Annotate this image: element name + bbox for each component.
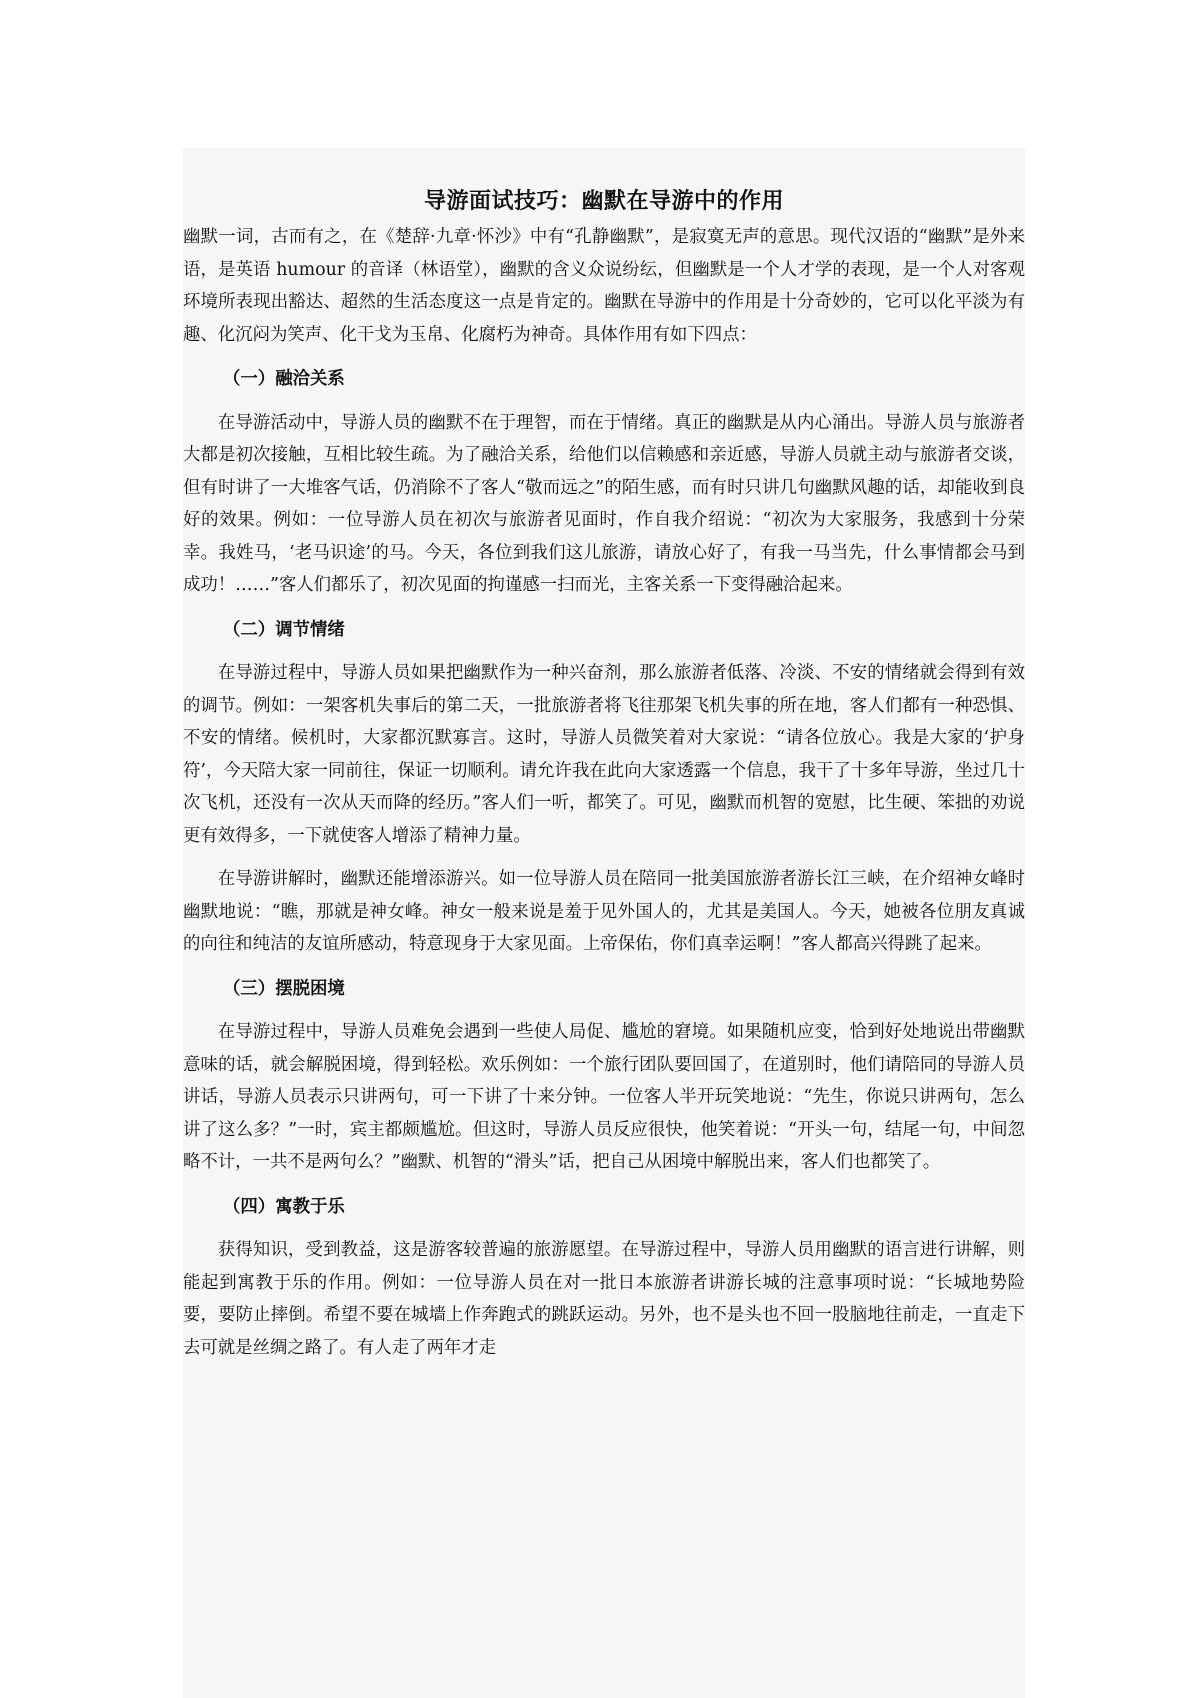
section-heading-3: （三）摆脱困境 xyxy=(223,978,345,999)
section-3-paragraph-1: 在导游过程中，导游人员难免会遇到一些使人局促、尴尬的窘境。如果随机应变，恰到好处地说出带幽默意味的话，就会解脱困境，得到轻松。欢乐例如：一个旅行团队要回国了，在道别时，他们请陪同的导游人员讲话，导游人员表示只讲两句，可一下讲了十来分钟。一位客人半开玩笑地说：“先生，你说只讲两句，怎么讲了这么多？”一时，宾主都颇尴尬。但这时，导游人员反应很快，他笑着说：“开头一句，结尾一句，中间忽略不计，一共不是两句么？”幽默、机智的“滑头”话，把自己从困境中解脱出来，客人们也都笑了。 xyxy=(183,1022,1025,1172)
section-heading-2: （二）调节情绪 xyxy=(223,619,345,640)
intro-paragraph: 幽默一词，古而有之，在《楚辞·九章·怀沙》中有“孔静幽默”，是寂寞无声的意思。现代汉语的“幽默”是外来语，是英语 humour 的音译（林语堂），幽默的含义众说纷纭，但幽默是一个人才学的表现，是一个人对客观环境所表现出豁达、超然的生活态度这一点是肯定的。幽默在导游中的作用是十分奇妙的，它可以化平淡为有趣、化沉闷为笑声、化干戈为玉帛、化腐朽为神奇。具体作用有如下四点： xyxy=(183,227,1025,345)
section-4-paragraph-1: 获得知识，受到教益，这是游客较普遍的旅游愿望。在导游过程中，导游人员用幽默的语言进行讲解，则能起到寓教于乐的作用。例如：一位导游人员在对一批日本旅游者讲游长城的注意事项时说：“长城地势险要，要防止摔倒。希望不要在城墙上作奔跑式的跳跃运动。另外，也不是头也不回一股脑地往前走，一直走下去可就是丝绸之路了。有人走了两年才走 xyxy=(183,1240,1025,1358)
section-2-paragraph-1: 在导游过程中，导游人员如果把幽默作为一种兴奋剂，那么旅游者低落、冷淡、不安的情绪就会得到有效的调节。例如：一架客机失事后的第二天，一批旅游者将飞往那架飞机失事的所在地，客人们都有一种恐惧、不安的情绪。候机时，大家都沉默寡言。这时，导游人员微笑着对大家说：“请各位放心。我是大家的‘护身符’，今天陪大家一同前往，保证一切顺利。请允许我在此向大家透露一个信息，我干了十多年导游，坐过几十次飞机，还没有一次从天而降的经历。”客人们一听，都笑了。可见，幽默而机智的宽慰，比生硬、笨拙的劝说更有效得多，一下就使客人增添了精神力量。 xyxy=(183,663,1025,846)
document-title: 导游面试技巧：幽默在导游中的作用 xyxy=(423,189,784,214)
document-body xyxy=(183,185,1025,1364)
section-2-paragraph-2: 在导游讲解时，幽默还能增添游兴。如一位导游人员在陪同一批美国旅游者游长江三峡，在介绍神女峰时幽默地说：“瞧，那就是神女峰。神女一般来说是羞于见外国人的，尤其是美国人。今天，她被各位朋友真诚的向往和纯洁的友谊所感动，特意现身于大家见面。上帝保佑，你们真幸运啊！”客人都高兴得跳了起来。 xyxy=(183,869,1025,954)
section-heading-4: （四）寓教于乐 xyxy=(223,1196,345,1217)
section-heading-1: （一）融洽关系 xyxy=(223,369,345,389)
section-1-paragraph-1: 在导游活动中，导游人员的幽默不在于理智，而在于情绪。真正的幽默是从内心涌出。导游人员与旅游者大都是初次接触，互相比较生疏。为了融洽关系，给他们以信赖感和亲近感，导游人员就主动与旅游者交谈，但有时讲了一大堆客气话，仍消除不了客人“敬而远之”的陌生感，而有时只讲几句幽默风趣的话，却能收到良好的效果。例如：一位导游人员在初次与旅游者见面时，作自我介绍说：“初次为大家服务，我感到十分荣幸。我姓马，‘老马识途’的马。今天，各位到我们这儿旅游，请放心好了，有我一马当先，什么事情都会马到成功！……”客人们都乐了，初次见面的拘谨感一扫而光，主客关系一下变得融洽起来。 xyxy=(183,412,1025,595)
